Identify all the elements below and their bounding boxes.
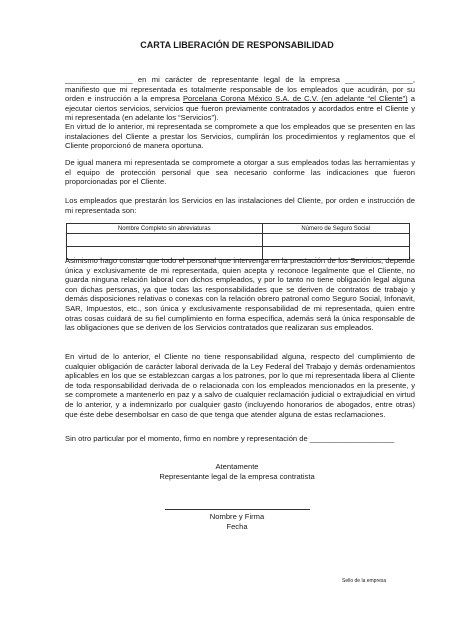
company-name-blank: ________________ [345,75,413,84]
equipment-paragraph: De igual manera mi representada se compromete a otorgar a sus empleados todas las herramientas y el equipo de protección personal que sea necesario conforme las indicaciones que fueron proporcionadas por el Cliente. [65,158,415,187]
signature-line [165,509,310,510]
intro-text-2: , manifiesto que mi representada es totalmente responsable de los empleados que acudirán, por su orden e instrucción a la empresa [65,75,415,104]
intro-paragraph [65,75,415,123]
column-header-full-name: Nombre Completo sin abreviaturas [67,224,263,234]
representative-caption: Representante legal de la empresa contratista [159,472,315,481]
table-row [67,234,410,247]
closing-salutation: Atentamente [215,462,259,471]
company-seal-label: Sello de la empresa [342,578,387,584]
intro-text-3: a ejecutar ciertos servicios, servicios que fueron previamente contratados y acordados entre el Cliente y mi representada (en adelante los “Servicios”). [65,94,415,123]
employees-table [66,223,410,260]
client-company-name: Porcelana Corona México S.A. de C.V. (en adelante “el Cliente”) [182,94,408,104]
closing-sentence: Sin otro particular por el momento, firmo en nombre y representación de ____________________ [65,434,395,443]
intro-text-1: en mi carácter de representante legal de la empresa [132,75,346,84]
procedures-paragraph: En virtud de lo anterior, mi representada se compromete a que los empleados que se presenten en las instalaciones del Cliente a prestar los Servicios, cumplirán los procedimientos y reglamentos que el Cliente proporcionó de manera oportuna. [65,122,415,151]
signature-name-label: Nombre y Firma [209,512,265,521]
table-cell-name[interactable] [67,234,263,247]
indemnity-paragraph: En virtud de lo anterior, el Cliente no tiene responsabilidad alguna, respecto del cumplimiento de cualquier obligación de carácter laboral derivada de la Ley Federal del Trabajo y demás ordenamientos aplicables en los que se establezcan cargas a los patrones, por lo que mi representada libera al Cliente de toda responsabilidad derivada de o relacionada con los empleados mencionados en la presente, y se compromete a mantenerlo en paz y a salvo de cualquier reclamación judicial o extrajudicial en virtud de lo anterior, y a indemnizarlo por cualquier gasto (incluyendo honorarios de abogados, entre otras) que éste debe desembolsar en caso de que tenga que atender alguna de estas reclamaciones. [65,352,415,419]
table-cell-ssn[interactable] [262,234,410,247]
signer-name-blank: ________________ [65,75,133,84]
signature-date-label: Fecha [226,522,248,531]
employees-intro-paragraph: Los empleados que prestarán los Servicios en las instalaciones del Cliente, por orden e instrucción de mi representada son: [65,196,415,215]
table-header-row [67,224,410,234]
labor-liability-paragraph: Asimismo hago constar que todo el personal que intervenga en la prestación de los Servicios, depende única y exclusivamente de mi representada, quien acepta y reconoce legalmente que el Cliente, no guarda ninguna relación laboral con dichos empleados, y por lo tanto no tiene obligación legal alguna con dichas personas, ya que todas las responsabilidades que se deriven de contratos de trabajo y demás disposiciones relativas o conexas con la relación obrero patronal como Seguro Social, Infonavit, SAR, Impuestos, etc., son única y exclusivamente responsabilidad de mi representada, quien entre otras cosas cuidará de su fiel cumplimiento en forma específica, además será la única responsable de las obligaciones que se deriven de los Servicios contratados que realizaran sus empleados. [65,256,415,333]
document-title: CARTA LIBERACIÓN DE RESPONSABILIDAD [140,40,334,50]
column-header-social-security: Número de Seguro Social [262,224,410,234]
